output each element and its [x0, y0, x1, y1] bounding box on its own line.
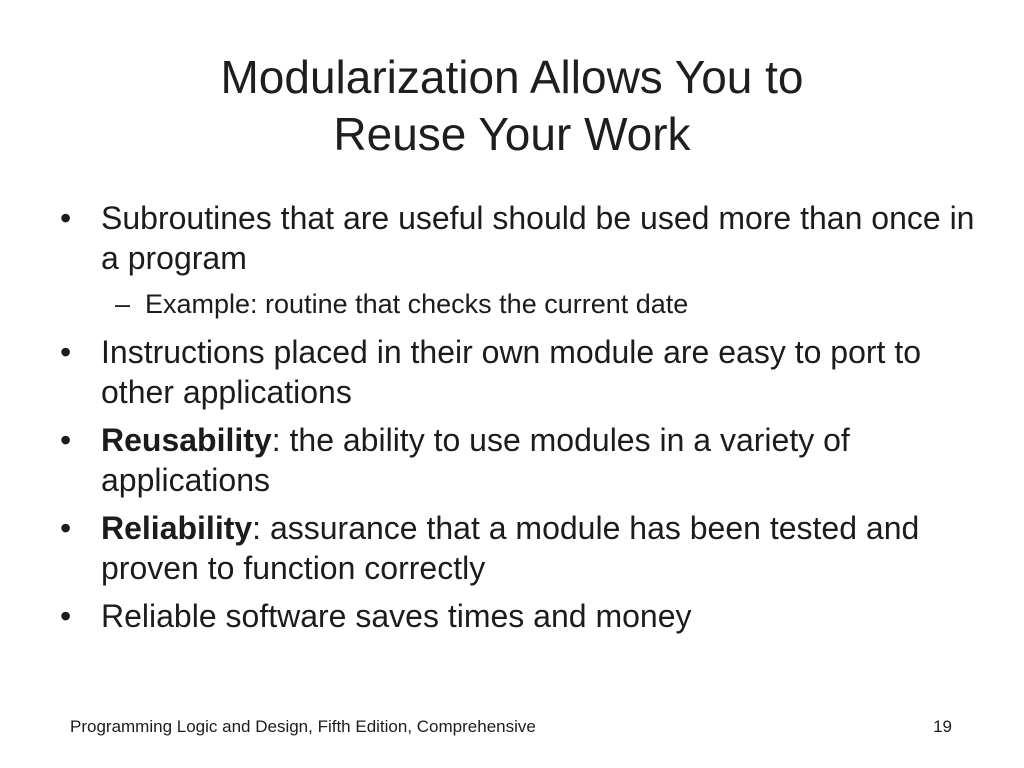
- bullet-term: Reusability: [101, 422, 272, 458]
- dash-marker: –: [115, 289, 131, 319]
- bullet-text: Instructions placed in their own module are easy to port to other applications: [101, 334, 921, 410]
- sub-bullet-item-example: [58, 286, 978, 322]
- bullet-item-subroutines: [58, 198, 978, 278]
- page-number: 19: [933, 717, 952, 736]
- bullet-item-reliable-software: [58, 596, 978, 636]
- bullet-term: Reliability: [101, 510, 253, 546]
- bullet-marker: •: [60, 334, 72, 370]
- bullet-marker: •: [60, 598, 72, 634]
- bullet-item-reliability: [58, 508, 978, 588]
- footer-text: Programming Logic and Design, Fifth Edition, Comprehensive: [70, 717, 536, 736]
- bullet-item-reusability: [58, 420, 978, 500]
- bullet-text: Reliable software saves times and money: [101, 598, 692, 634]
- bullet-marker: •: [60, 200, 72, 236]
- sub-bullet-text: Example: routine that checks the current date: [145, 289, 689, 319]
- title-line-2: Reuse Your Work: [333, 108, 691, 160]
- bullet-list: [58, 198, 978, 644]
- bullet-text: : assurance that a module has been tested and proven to function correctly: [101, 510, 920, 586]
- bullet-item-instructions: [58, 332, 978, 412]
- bullet-text: : the ability to use modules in a variety of applications: [101, 422, 850, 498]
- bullet-marker: •: [60, 422, 72, 458]
- bullet-marker: •: [60, 510, 72, 546]
- bullet-text: Subroutines that are useful should be used more than once in a program: [101, 200, 975, 276]
- slide-title: [0, 49, 1024, 163]
- title-line-1: Modularization Allows You to: [220, 51, 804, 103]
